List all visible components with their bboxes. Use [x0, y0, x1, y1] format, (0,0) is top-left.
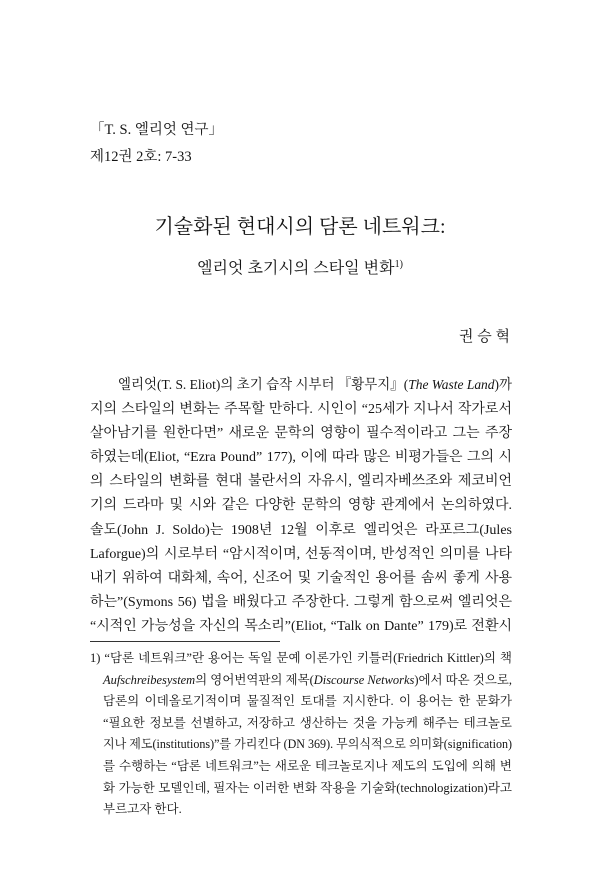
body-paragraph [90, 374, 512, 639]
journal-header [90, 117, 223, 171]
body-line [90, 446, 512, 470]
footnote-line [90, 648, 512, 670]
body-line-text: “시적인 가능성을 자신의 목소리”(Eliot, “Talk on Dante” 179)로 전환시 [90, 618, 512, 634]
subtitle-text: 엘리엇 초기시의 스타일 변화 [197, 260, 395, 277]
journal-name: 「T. S. 엘리엇 연구」 [90, 122, 224, 138]
book-title: Aufschreibesystem [103, 672, 196, 687]
footnote-line-text: 담론의 이데올로기적이며 물질적인 토대를 지시한다. 이 용어는 한 문화가 [103, 694, 512, 709]
footnote-line [103, 734, 512, 756]
journal-issue: 제12권 2호: 7-33 [90, 149, 192, 165]
footnote [90, 648, 512, 821]
body-line [90, 615, 512, 639]
text-segment: )까 [494, 378, 512, 393]
footnote-line-text [90, 648, 512, 670]
footnote-line [103, 691, 512, 713]
body-line [90, 591, 512, 615]
book-title: Discourse Networks [313, 672, 415, 687]
body-line-text: 지의 스타일의 변화는 주목할 만하다. 시인이 “25세가 지나서 작가로서 [90, 402, 512, 418]
body-line [90, 494, 512, 518]
body-line-text: 기의 드라마 및 시와 같은 다양한 문학의 영향 관계에서 논의하였다. [90, 498, 512, 514]
footnote-line [103, 756, 512, 778]
body-line [90, 519, 512, 543]
footnote-line [103, 670, 512, 692]
author-name: 권 승 혁 [459, 329, 510, 345]
footnote-marker: 1) [90, 651, 101, 665]
footnote-reference: 1) [394, 259, 403, 270]
body-line [118, 374, 512, 398]
text-segment: 의 영어번역판의 제목( [195, 672, 314, 687]
footnote-line [103, 713, 512, 735]
footnote-line-text: 부르고자 한다. [103, 802, 182, 817]
body-line-text: 하였는데(Eliot, “Ezra Pound” 177), 이에 따라 많은 비평가들은 그의 시 [90, 450, 512, 466]
body-line-text: 솔도(John J. Soldo)는 1908년 12월 이후로 엘리엇은 라포르그(Jules [90, 522, 512, 538]
body-line [90, 422, 512, 446]
body-line-text: 하는”(Symons 56) 법을 배웠다고 주장한다. 그렇게 함으로써 엘리엇은 [90, 594, 512, 610]
work-title: The Waste Land [408, 378, 495, 393]
footnote-line [103, 778, 512, 800]
body-line-text: 내기 위하여 대화체, 속어, 신조어 및 기술적인 용어를 솜씨 좋게 사용 [90, 570, 512, 586]
footnote-line-text: 지나 제도(institutions)”를 가리킨다 (DN 369). 무의식적으로 의미화(signification) [103, 737, 512, 752]
body-line-text: 의 스타일의 변화를 현대 불란서의 자유시, 엘리자베쓰조와 제코비언 [90, 474, 512, 490]
text-segment: “담론 네트워크”란 용어는 독일 문예 이론가인 키틀러(Friedrich Kittler)의 책 [104, 651, 512, 665]
body-line-text: Laforgue)의 시로부터 “암시적이며, 선동적이며, 반성적인 의미를 나타 [90, 546, 512, 562]
footnote-line [103, 799, 512, 821]
text-segment: 엘리엇(T. S. Eliot)의 초기 습작 시부터 『황무지』( [118, 378, 409, 393]
article-title: 기술화된 현대시의 담론 네트워크: [154, 216, 446, 238]
footnote-line-text: “필요한 정보를 선별하고, 저장하고 생산하는 것을 가능케 해주는 테크놀로 [103, 715, 512, 730]
body-line [90, 543, 512, 567]
footnote-line-text: 화 가능한 모델인데, 필자는 이러한 변화 작용을 기술화(technologization)라고 [103, 780, 512, 795]
body-line [90, 470, 512, 494]
body-line-text [118, 374, 512, 398]
text-segment: )에서 따온 것으로, [414, 672, 512, 687]
footnote-line-text [103, 670, 512, 692]
footnote-separator [90, 641, 280, 642]
article-subtitle [0, 257, 600, 281]
body-line-text: 살아남기를 원한다면” 새로운 문학의 영향이 필수적이라고 그는 주장 [90, 426, 512, 442]
footnote-line-text: 를 수행하는 “담론 네트워크”는 새로운 테크놀로지나 제도의 도입에 의해 변 [103, 758, 512, 773]
body-line [90, 567, 512, 591]
body-line [90, 398, 512, 422]
